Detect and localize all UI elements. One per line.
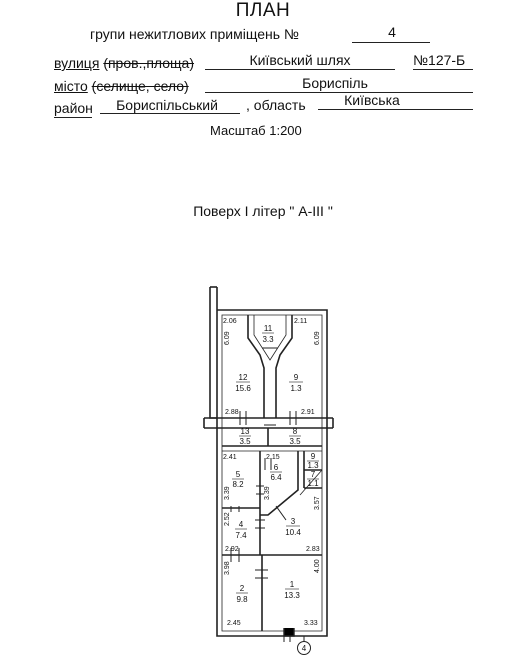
room-9-number: 9 xyxy=(310,452,316,461)
house-prefix: № xyxy=(413,52,429,68)
street-alt-text: (пров.,площа) xyxy=(103,55,195,71)
room-1 xyxy=(284,580,300,600)
room-11-area: 3.3 xyxy=(262,335,274,344)
room-3-area: 10.4 xyxy=(285,528,301,537)
district-value: Бориспільський xyxy=(116,97,218,113)
room-6-number: 6 xyxy=(273,463,279,472)
scale-label: Масштаб 1:200 xyxy=(210,123,302,138)
region-value: Київська xyxy=(344,92,400,108)
entrance-marker-label: 4 xyxy=(301,644,307,653)
dim-2-11: 2.11 xyxy=(294,318,308,325)
room-4-number: 4 xyxy=(238,520,244,529)
dim-2-83: 2.83 xyxy=(306,546,320,553)
dim-2-06: 2.06 xyxy=(223,318,237,325)
dim-2-88: 2.88 xyxy=(225,409,239,416)
room-labels xyxy=(232,324,319,604)
dim-3-98: 3.98 xyxy=(224,561,231,575)
room-12-number: 12 xyxy=(238,373,248,382)
room-6 xyxy=(270,463,282,482)
room-5 xyxy=(232,470,244,489)
room-3 xyxy=(285,517,301,537)
room-9 xyxy=(307,452,319,470)
dim-6-09-right: 6.09 xyxy=(314,331,321,345)
room-2-number: 2 xyxy=(239,584,245,593)
room-12-area: 15.6 xyxy=(235,384,251,393)
city-label-text: місто xyxy=(54,78,88,94)
dim-2-92: 2.92 xyxy=(225,546,239,553)
room-7-area: 1.1 xyxy=(307,479,319,488)
room-11-number: 11 xyxy=(263,324,273,333)
floor-caption: Поверх I літер " А-ІІІ " xyxy=(193,203,333,219)
room-10 xyxy=(289,373,303,393)
group-number: 4 xyxy=(388,24,396,40)
plan-title: ПЛАН xyxy=(235,0,291,21)
region-separator: , область xyxy=(246,97,306,113)
room-7 xyxy=(307,470,319,488)
room-10-number: 9 xyxy=(293,373,299,382)
room-2 xyxy=(236,584,248,604)
city-value: Бориспіль xyxy=(302,75,368,91)
room-11 xyxy=(262,324,274,344)
city-alt-text: (селище, село) xyxy=(91,78,189,94)
dim-3-57: 3.57 xyxy=(314,496,321,510)
room-2-area: 9.8 xyxy=(236,595,248,604)
room-13 xyxy=(239,427,251,446)
room-10-area: 1.3 xyxy=(290,384,302,393)
room-8 xyxy=(289,427,301,446)
room-7-number: 7 xyxy=(310,470,316,479)
dim-2-52: 2.52 xyxy=(224,512,231,526)
room-8-number: 8 xyxy=(292,427,298,436)
dim-2-91: 2.91 xyxy=(301,409,315,416)
room-8-area: 3.5 xyxy=(289,437,301,446)
dim-3-39-left: 3.39 xyxy=(224,486,231,500)
dim-4-00: 4.00 xyxy=(314,559,321,573)
room-5-number: 5 xyxy=(235,470,241,479)
room-5-area: 8.2 xyxy=(232,480,244,489)
room-3-number: 3 xyxy=(290,517,296,526)
room-1-area: 13.3 xyxy=(284,591,300,600)
dim-2-45: 2.45 xyxy=(227,620,241,627)
house-number-value: 127-Б xyxy=(428,52,466,68)
room-1-number: 1 xyxy=(289,580,295,589)
room-13-number: 13 xyxy=(240,427,250,436)
dim-6-09-left: 6.09 xyxy=(224,331,231,345)
dim-2-15: 2.15 xyxy=(266,454,280,461)
room-9-area: 1.3 xyxy=(307,461,319,470)
dim-3-39-mid: 3.39 xyxy=(264,486,271,500)
street-value: Київський шлях xyxy=(249,52,351,68)
room-12 xyxy=(235,373,251,393)
dim-2-41: 2.41 xyxy=(223,454,237,461)
room-4 xyxy=(235,520,247,540)
dim-3-33: 3.33 xyxy=(304,620,318,627)
room-4-area: 7.4 xyxy=(235,531,247,540)
room-6-area: 6.4 xyxy=(270,473,282,482)
street-label-text: вулиця xyxy=(54,55,100,71)
group-line-label: групи нежитлових приміщень № xyxy=(90,26,299,42)
room-13-area: 3.5 xyxy=(239,437,251,446)
district-label: район xyxy=(54,100,93,116)
